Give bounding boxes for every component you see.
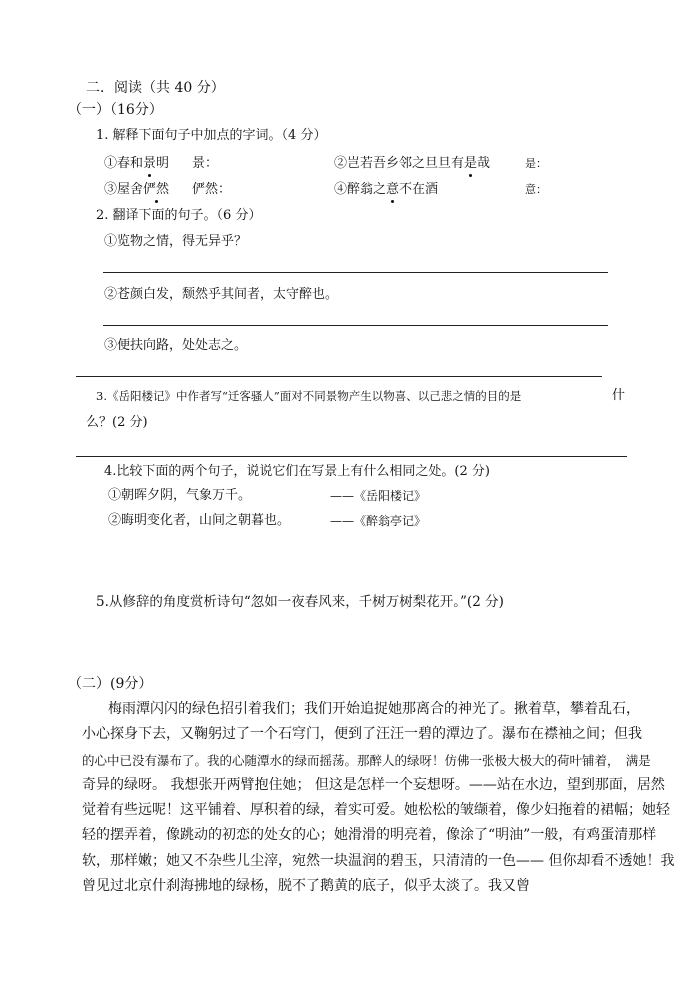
q1-item-4-term: 意：	[525, 183, 547, 196]
q4-sentence-2-source: ——《醉翁亭记》	[330, 514, 427, 528]
dotted-term: 俨然	[143, 182, 170, 197]
q4-prompt: 4.比较下面的两个句子，说说它们在写景上有什么相同之处。(2 分)	[104, 464, 490, 479]
q1-item-2	[334, 155, 490, 173]
part1-heading: （一）（16分）	[68, 102, 163, 118]
q2-prompt: 2. 翻译下面的句子。（6 分）	[96, 208, 262, 223]
passage-line: 小心探身下去，又鞠躬过了一个石穹门，便到了汪汪一碧的潭边了。瀑布在襟袖之间；但我	[82, 726, 642, 743]
dotted-term: 意	[386, 182, 400, 197]
dotted-term: 景	[143, 156, 157, 171]
q3-prompt-line-1-tail: 什	[612, 388, 626, 403]
q1-prompt: 1. 解释下面句子中加点的字词。（4 分）	[96, 128, 327, 143]
q1-item-2-term: 是：	[525, 157, 547, 170]
item-number: ④	[334, 182, 348, 197]
reading-passage	[82, 697, 675, 899]
q5-prompt: 5.从修辞的角度赏析诗句“忽如一夜春风来，千树万树梨花开。”(2 分)	[96, 594, 504, 610]
item-text-post: 哉	[477, 156, 491, 171]
q4-sentence-1-source: ——《岳阳楼记》	[330, 489, 427, 503]
passage-line: 奇异的绿呀。 我想张开两臂抱住她； 但这是怎样一个妄想呀。——站在水边，望到那面，居然	[82, 776, 665, 793]
q1-item-4	[334, 181, 438, 199]
answer-line	[103, 325, 608, 326]
q1-item-3	[104, 181, 169, 199]
answer-line	[103, 272, 608, 273]
item-text-pre: 岂若吾乡邻之旦旦有	[347, 156, 465, 171]
passage-line: 的心中已没有瀑布了。我的心随潭水的绿而摇荡。那醉人的绿呀！仿佛一张极大极大的荷叶铺着， 满是	[82, 752, 651, 768]
q4-sentence-1: ①朝晖夕阴，气象万千。	[108, 488, 252, 503]
answer-line	[76, 376, 602, 377]
q2-sentence-3: ③便扶向路，处处志之。	[104, 338, 248, 353]
q4-sentence-2: ②晦明变化者，山间之朝暮也。	[108, 513, 291, 528]
q1-item-1-term: 景：	[192, 156, 219, 171]
dotted-term: 是	[464, 156, 478, 171]
item-text-post: 明	[156, 156, 170, 171]
passage-line: 轻的摆弄着，像跳动的初恋的处女的心；她滑滑的明亮着，像涂了“明油”一般，有鸡蛋清那样	[82, 827, 657, 844]
q1-item-3-term: 俨然：	[192, 182, 232, 197]
item-number: ①	[104, 156, 118, 171]
item-number: ②	[334, 156, 348, 171]
passage-line: 曾见过北京什刹海拂地的绿杨，脱不了鹅黄的底子，似乎太淡了。我又曾	[82, 878, 530, 895]
part2-heading: （二）(9分）	[68, 676, 153, 692]
section-title: 二．阅读（共 40 分）	[86, 80, 225, 96]
q3-prompt-line-1: 3.《岳阳楼记》中作者写“迁客骚人”面对不同景物产生以物喜、以己悲之情的目的是	[96, 389, 522, 403]
item-text-pre: 醉翁之	[347, 182, 387, 197]
passage-line: 软，那样嫩；她又不杂些儿尘滓，宛然一块温润的碧玉，只清清的一色—— 但你却看不透她！我	[82, 852, 675, 869]
passage-line: 觉着有些远呢！这平铺着、厚积着的绿，着实可爱。她松松的皱缬着，像少妇拖着的裙幅；她轻	[82, 802, 670, 819]
item-number: ③	[104, 182, 118, 197]
q2-sentence-1: ①览物之情，得无异乎？	[104, 234, 248, 249]
q1-item-1	[104, 155, 169, 173]
q3-prompt-line-2: 么？(2 分)	[86, 415, 148, 430]
answer-line	[76, 456, 627, 457]
item-text-pre: 屋舍	[117, 182, 144, 197]
q2-sentence-2: ②苍颜白发，颓然乎其间者，太守醉也。	[104, 287, 339, 302]
item-text-pre: 春和	[117, 156, 144, 171]
item-text-post: 不在酒	[399, 182, 439, 197]
passage-line: 梅雨潭闪闪的绿色招引着我们；我们开始追捉她那离合的神光了。揪着草，攀着乱石，	[108, 701, 640, 717]
